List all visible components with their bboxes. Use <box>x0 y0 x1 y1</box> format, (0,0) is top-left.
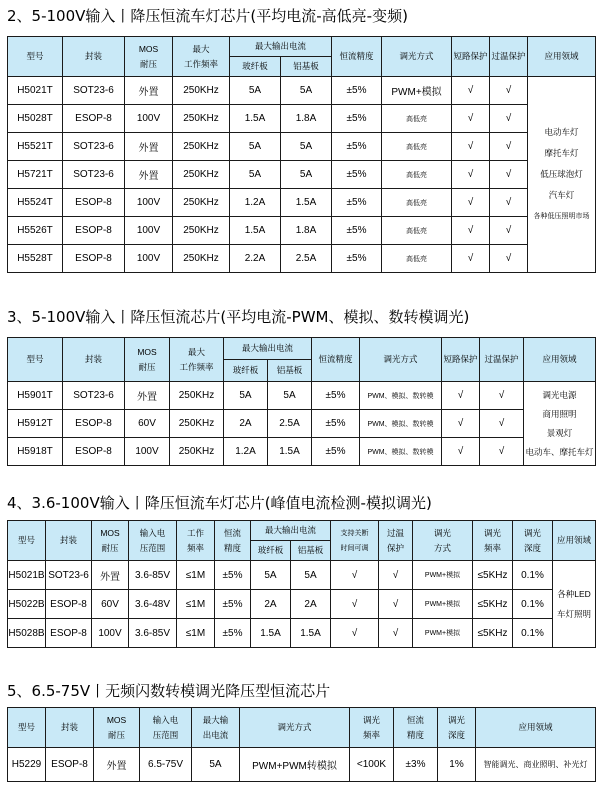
header-model: 型号 <box>8 338 63 382</box>
cell: 1.2A <box>224 438 268 466</box>
cell: ±5% <box>312 410 360 438</box>
cell: ESOP-8 <box>63 438 125 466</box>
cell: 5A <box>268 382 312 410</box>
cell: √ <box>490 217 528 245</box>
header-temp-protect: 过温保护 <box>490 37 528 77</box>
cell: H5021B <box>8 561 46 590</box>
cell: 100V <box>92 619 129 648</box>
header-application: 应用领域 <box>476 708 596 748</box>
section-3-title: 3、5-100V输入丨降压恒流芯片(平均电流-PWM、模拟、数转模调光) <box>7 308 470 326</box>
application-item: 各种LED <box>557 589 591 599</box>
application-item: 车灯照明 <box>557 609 592 619</box>
application-item: 电动车灯 <box>544 127 579 137</box>
cell: 5A <box>230 133 281 161</box>
cell: √ <box>452 133 490 161</box>
cell: 2A <box>291 590 331 619</box>
cell: 3.6-85V <box>129 619 177 648</box>
cell: 1.8A <box>281 217 332 245</box>
cell: PWM+模拟 <box>413 590 473 619</box>
header-max-output-current: 最大输出电流 <box>224 338 312 360</box>
cell: √ <box>331 590 379 619</box>
header-temp-protect: 过温 保护 <box>379 521 413 561</box>
cell: ±5% <box>332 189 382 217</box>
cell: 100V <box>125 438 170 466</box>
cell: 智能调光、商业照明、补光灯 <box>476 748 596 782</box>
cell: √ <box>452 105 490 133</box>
header-package: 封装 <box>63 37 125 77</box>
header-short-protect: 短路保护 <box>442 338 480 382</box>
cell: 1.5A <box>268 438 312 466</box>
table-section-3 <box>7 337 596 466</box>
cell: SOT23-6 <box>63 77 125 105</box>
cell: 1.5A <box>291 619 331 648</box>
cell: H5021T <box>8 77 63 105</box>
cell: 0.1% <box>513 561 553 590</box>
cell: 1.5A <box>251 619 291 648</box>
cell: 2.5A <box>281 245 332 273</box>
application-item: 电动车、摩托车灯 <box>525 446 594 457</box>
cell: ≤1M <box>177 590 215 619</box>
cell: H5022B <box>8 590 46 619</box>
cell: ±5% <box>332 245 382 273</box>
cell: 1% <box>438 748 476 782</box>
cell: √ <box>452 245 490 273</box>
table-row <box>8 619 596 648</box>
cell: 250KHz <box>173 217 230 245</box>
cell: H5528T <box>8 245 63 273</box>
cell: H5912T <box>8 410 63 438</box>
cell: √ <box>452 77 490 105</box>
cell: ±5% <box>332 161 382 189</box>
cell: H5526T <box>8 217 63 245</box>
cell: ±5% <box>215 590 251 619</box>
cell: √ <box>331 619 379 648</box>
cell: 250KHz <box>170 438 224 466</box>
header-temp-protect: 过温保护 <box>480 338 524 382</box>
cell: 250KHz <box>173 161 230 189</box>
header-fiberglass: 玻纤板 <box>230 57 281 77</box>
cell: √ <box>379 619 413 648</box>
cell: 250KHz <box>170 410 224 438</box>
header-dimming-depth: 调光 深度 <box>438 708 476 748</box>
cell: 2A <box>251 590 291 619</box>
cell: 5A <box>251 561 291 590</box>
cell: 100V <box>125 189 173 217</box>
header-mos-voltage: MOS 耐压 <box>125 338 170 382</box>
cell: PWM+PWM转模拟 <box>240 748 350 782</box>
cell: PWM+模拟 <box>413 561 473 590</box>
cell: H5229 <box>8 748 46 782</box>
cell: ≤1M <box>177 619 215 648</box>
cell: 2.2A <box>230 245 281 273</box>
table-row <box>8 133 596 161</box>
table-row <box>8 410 596 438</box>
header-shutdown-time: 支持关断 时间可调 <box>331 521 379 561</box>
cell: 0.1% <box>513 590 553 619</box>
table-row <box>8 161 596 189</box>
application-item: 摩托车灯 <box>544 148 579 158</box>
header-application: 应用领域 <box>553 521 596 561</box>
header-dimming-depth: 调光 深度 <box>513 521 553 561</box>
application-cell <box>524 382 596 466</box>
cell: 5A <box>230 161 281 189</box>
cell: 外置 <box>125 161 173 189</box>
table-row <box>8 382 596 410</box>
cell: 5A <box>281 133 332 161</box>
header-fiberglass: 玻纤板 <box>251 541 291 561</box>
cell: SOT23-6 <box>63 133 125 161</box>
application-cell <box>553 561 596 648</box>
table-row <box>8 561 596 590</box>
cell: 60V <box>125 410 170 438</box>
cell: 高低亮 <box>382 133 452 161</box>
cell: √ <box>490 189 528 217</box>
header-input-range: 输入电 压范围 <box>140 708 192 748</box>
table-row <box>8 245 596 273</box>
table-row <box>8 189 596 217</box>
cell: 2A <box>224 410 268 438</box>
cell: 250KHz <box>173 245 230 273</box>
cell: ±5% <box>332 77 382 105</box>
cell: 高低亮 <box>382 217 452 245</box>
cell: 0.1% <box>513 619 553 648</box>
cell: √ <box>442 382 480 410</box>
cell: PWM+模拟 <box>413 619 473 648</box>
cell: ≤5KHz <box>473 619 513 648</box>
table-row <box>8 590 596 619</box>
table-section-5 <box>7 707 596 782</box>
header-max-output-current: 最大输 出电流 <box>192 708 240 748</box>
header-mos-voltage: MOS 耐压 <box>94 708 140 748</box>
cell: SOT23-6 <box>63 161 125 189</box>
cell: ±5% <box>215 561 251 590</box>
cell: 60V <box>92 590 129 619</box>
header-aluminum: 铝基板 <box>268 360 312 382</box>
cell: ≤5KHz <box>473 590 513 619</box>
header-dimming-frequency: 调光 频率 <box>473 521 513 561</box>
cell: 3.6-48V <box>129 590 177 619</box>
cell: ESOP-8 <box>46 748 94 782</box>
application-item: 各种低压照明市场 <box>533 213 590 220</box>
cell: √ <box>452 189 490 217</box>
cell: 250KHz <box>173 133 230 161</box>
header-accuracy: 恒流 精度 <box>215 521 251 561</box>
cell: ESOP-8 <box>63 245 125 273</box>
header-max-output-current: 最大输出电流 <box>230 37 332 57</box>
section-2-title: 2、5-100V输入丨降压恒流车灯芯片(平均电流-高低亮-变频) <box>7 7 408 25</box>
cell: √ <box>490 133 528 161</box>
header-max-frequency: 最大 工作频率 <box>170 338 224 382</box>
cell: √ <box>442 438 480 466</box>
cell: √ <box>490 77 528 105</box>
cell: ±5% <box>312 438 360 466</box>
cell: 250KHz <box>173 189 230 217</box>
cell: ±3% <box>394 748 438 782</box>
cell: 2.5A <box>268 410 312 438</box>
header-package: 封装 <box>63 338 125 382</box>
cell: ESOP-8 <box>63 217 125 245</box>
cell: ≤1M <box>177 561 215 590</box>
cell: 1.2A <box>230 189 281 217</box>
header-dimming-mode: 调光 方式 <box>413 521 473 561</box>
cell: 6.5-75V <box>140 748 192 782</box>
header-dimming: 调光方式 <box>360 338 442 382</box>
cell: H5028T <box>8 105 63 133</box>
header-mos-voltage: MOS 耐压 <box>125 37 173 77</box>
cell: PWM、模拟、数转模 <box>360 438 442 466</box>
header-accuracy: 恒流精度 <box>332 37 382 77</box>
header-aluminum: 铝基板 <box>281 57 332 77</box>
cell: 250KHz <box>173 77 230 105</box>
cell: √ <box>490 105 528 133</box>
cell: SOT23-6 <box>46 561 92 590</box>
cell: 1.5A <box>230 105 281 133</box>
cell: 高低亮 <box>382 105 452 133</box>
section-4-title: 4、3.6-100V输入丨降压恒流车灯芯片(峰值电流检测-模拟调光) <box>7 494 432 512</box>
cell: 100V <box>125 245 173 273</box>
header-short-protect: 短路保护 <box>452 37 490 77</box>
cell: ESOP-8 <box>63 410 125 438</box>
cell: ESOP-8 <box>63 105 125 133</box>
cell: 5A <box>281 161 332 189</box>
cell: PWM、模拟、数转模 <box>360 410 442 438</box>
cell: ≤5KHz <box>473 561 513 590</box>
cell: ESOP-8 <box>63 189 125 217</box>
cell: √ <box>379 561 413 590</box>
cell: ±5% <box>332 105 382 133</box>
header-accuracy: 恒流精度 <box>312 338 360 382</box>
cell: H5901T <box>8 382 63 410</box>
table-section-4 <box>7 520 596 648</box>
cell: 5A <box>224 382 268 410</box>
application-cell <box>528 77 596 273</box>
table-row <box>8 105 596 133</box>
cell: √ <box>480 410 524 438</box>
application-item: 汽车灯 <box>548 190 575 200</box>
table-row <box>8 438 596 466</box>
cell: √ <box>480 438 524 466</box>
header-aluminum: 铝基板 <box>291 541 331 561</box>
cell: 1.5A <box>281 189 332 217</box>
header-model: 型号 <box>8 521 46 561</box>
cell: 250KHz <box>170 382 224 410</box>
header-model: 型号 <box>8 708 46 748</box>
cell: 外置 <box>92 561 129 590</box>
cell: ESOP-8 <box>46 590 92 619</box>
cell: SOT23-6 <box>63 382 125 410</box>
application-item: 低压球泡灯 <box>540 169 583 179</box>
cell: 5A <box>291 561 331 590</box>
cell: 5A <box>230 77 281 105</box>
application-item: 调光电源 <box>542 389 577 400</box>
cell: ESOP-8 <box>46 619 92 648</box>
cell: 100V <box>125 105 173 133</box>
header-max-frequency: 最大 工作频率 <box>173 37 230 77</box>
cell: ±5% <box>332 217 382 245</box>
table-section-2 <box>7 36 596 273</box>
cell: √ <box>452 161 490 189</box>
cell: PWM、模拟、数转模 <box>360 382 442 410</box>
cell: √ <box>490 161 528 189</box>
table-row <box>8 77 596 105</box>
application-item: 商用照明 <box>542 408 577 419</box>
header-fiberglass: 玻纤板 <box>224 360 268 382</box>
cell: <100K <box>350 748 394 782</box>
header-package: 封装 <box>46 708 94 748</box>
cell: 1.8A <box>281 105 332 133</box>
cell: 高低亮 <box>382 161 452 189</box>
table-row <box>8 217 596 245</box>
cell: ±5% <box>332 133 382 161</box>
cell: H5521T <box>8 133 63 161</box>
cell: 外置 <box>125 77 173 105</box>
cell: H5524T <box>8 189 63 217</box>
cell: H5721T <box>8 161 63 189</box>
cell: ±5% <box>312 382 360 410</box>
header-dimming: 调光方式 <box>240 708 350 748</box>
cell: PWM+模拟 <box>382 77 452 105</box>
cell: 1.5A <box>230 217 281 245</box>
cell: √ <box>452 217 490 245</box>
cell: H5028B <box>8 619 46 648</box>
cell: √ <box>331 561 379 590</box>
header-application: 应用领域 <box>524 338 596 382</box>
cell: √ <box>379 590 413 619</box>
cell: 高低亮 <box>382 245 452 273</box>
cell: 5A <box>281 77 332 105</box>
header-model: 型号 <box>8 37 63 77</box>
header-application: 应用领域 <box>528 37 596 77</box>
cell: 250KHz <box>173 105 230 133</box>
cell: √ <box>490 245 528 273</box>
cell: √ <box>480 382 524 410</box>
header-max-output-current: 最大输出电流 <box>251 521 331 541</box>
header-mos-voltage: MOS 耐压 <box>92 521 129 561</box>
cell: 100V <box>125 217 173 245</box>
cell: √ <box>442 410 480 438</box>
section-5-title: 5、6.5-75V丨无频闪数转模调光降压型恒流芯片 <box>7 682 331 700</box>
application-item: 景观灯 <box>546 427 573 438</box>
header-input-range: 输入电 压范围 <box>129 521 177 561</box>
table-row <box>8 748 596 782</box>
cell: 外置 <box>94 748 140 782</box>
cell: 高低亮 <box>382 189 452 217</box>
cell: 外置 <box>125 382 170 410</box>
cell: 外置 <box>125 133 173 161</box>
header-dimming: 调光方式 <box>382 37 452 77</box>
cell: ±5% <box>215 619 251 648</box>
header-frequency: 工作 频率 <box>177 521 215 561</box>
header-dimming-frequency: 调光 频率 <box>350 708 394 748</box>
cell: 5A <box>192 748 240 782</box>
cell: 3.6-85V <box>129 561 177 590</box>
cell: H5918T <box>8 438 63 466</box>
header-accuracy: 恒流 精度 <box>394 708 438 748</box>
header-package: 封装 <box>46 521 92 561</box>
